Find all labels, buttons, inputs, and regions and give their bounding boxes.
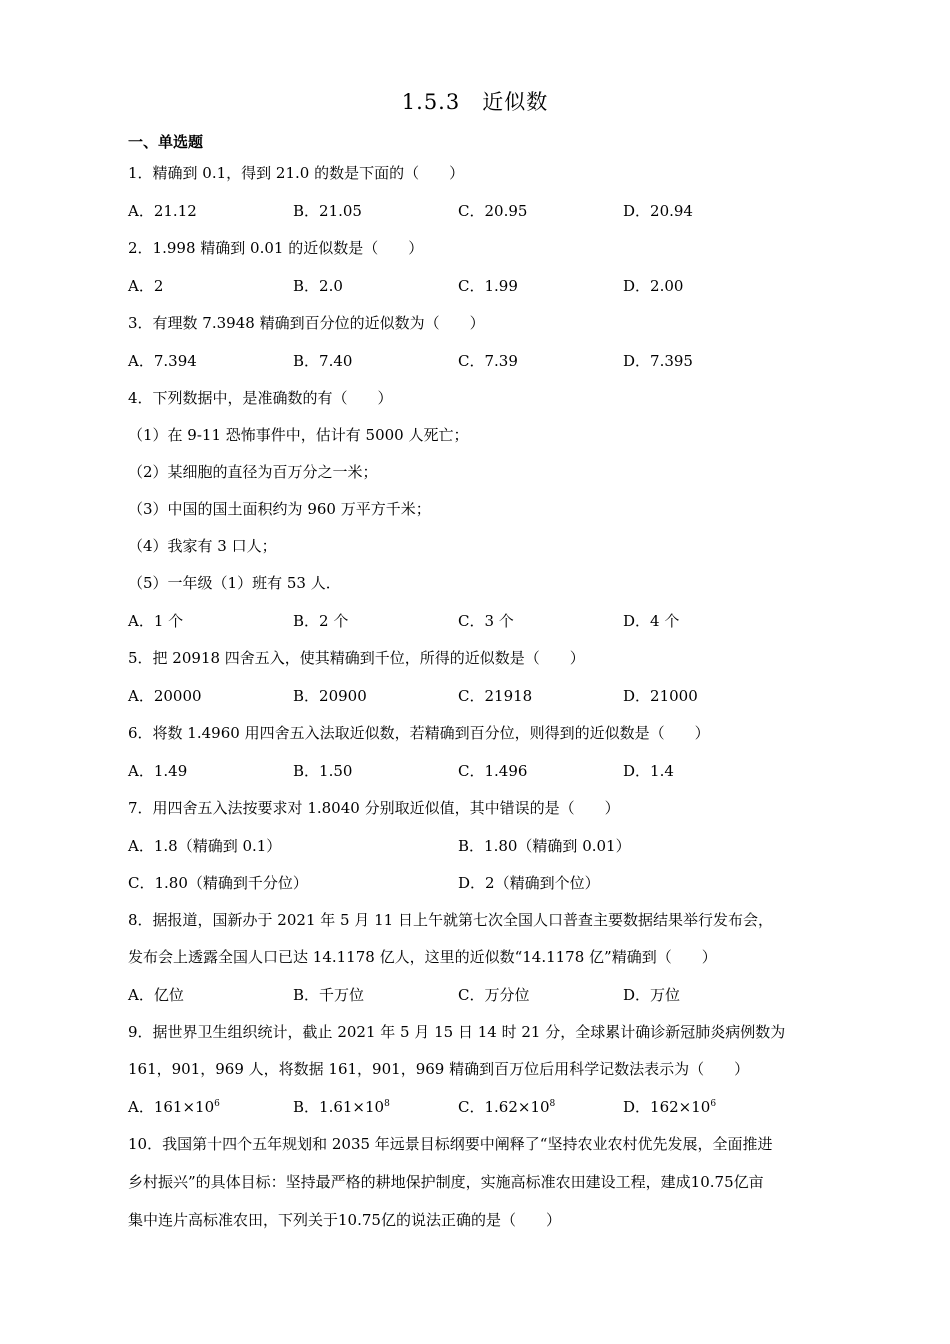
question-7-option-c: C．1.80（精确到千分位） <box>128 874 308 892</box>
question-6-option-b: B．1.50 <box>293 762 353 780</box>
question-5-option-b: B．20900 <box>293 687 367 705</box>
question-10-stem-line-2: 乡村振兴”的具体目标：坚持最严格的耕地保护制度，实施高标准农田建设工程，建成10.75亿亩 <box>128 1173 764 1191</box>
question-1-option-d: D．20.94 <box>623 202 693 220</box>
question-4-item-1: （1）在 9-11 恐怖事件中，估计有 5000 人死亡； <box>128 426 469 444</box>
option-base: C．1.62×10 <box>458 1098 550 1116</box>
question-5-option-a: A．20000 <box>128 687 202 705</box>
question-10-stem-line-3: 集中连片高标准农田，下列关于10.75亿的说法正确的是（ ） <box>128 1211 561 1229</box>
question-8-option-d: D．万位 <box>623 986 681 1004</box>
question-3-option-b: B．7.40 <box>293 352 353 370</box>
question-2-stem: 2．1.998 精确到 0.01 的近似数是（ ） <box>128 239 424 257</box>
option-base: A．161×10 <box>128 1098 215 1116</box>
question-9-stem-line-2: 161，901，969 人，将数据 161，901，969 精确到百万位后用科学记数法表示为（ ） <box>128 1060 750 1078</box>
question-6-option-a: A．1.49 <box>128 762 188 780</box>
question-3-option-c: C．7.39 <box>458 352 518 370</box>
question-9-option-d <box>623 1096 716 1117</box>
question-1-option-a: A．21.12 <box>128 202 197 220</box>
question-3-option-a: A．7.394 <box>128 352 197 370</box>
question-2-option-a: A．2 <box>128 277 164 295</box>
option-exponent: 6 <box>214 1099 220 1109</box>
question-1-stem: 1．精确到 0.1，得到 21.0 的数是下面的（ ） <box>128 164 465 182</box>
question-6-option-c: C．1.496 <box>458 762 528 780</box>
option-exponent: 6 <box>710 1099 717 1109</box>
question-4-option-c: C．3 个 <box>458 612 514 630</box>
question-4-item-3: （3）中国的国土面积约为 960 万平方千米； <box>128 500 431 518</box>
question-2-option-b: B．2.0 <box>293 277 343 295</box>
option-exponent: 8 <box>549 1099 556 1109</box>
question-3-stem: 3．有理数 7.3948 精确到百分位的近似数为（ ） <box>128 314 485 332</box>
question-10-stem-line-1: 10．我国第十四个五年规划和 2035 年远景目标纲要中阐释了“坚持农业农村优先发展，全面推进 <box>128 1135 773 1153</box>
question-7-option-d: D．2（精确到个位） <box>458 874 600 892</box>
section-heading: 一、单选题 <box>128 133 204 151</box>
question-2-option-d: D．2.00 <box>623 277 684 295</box>
question-6-stem: 6．将数 1.4960 用四舍五入法取近似数，若精确到百分位，则得到的近似数是（ ） <box>128 724 710 742</box>
question-4-option-d: D．4 个 <box>623 612 680 630</box>
question-4-stem: 4．下列数据中，是准确数的有（ ） <box>128 389 393 407</box>
option-base: D．162×10 <box>623 1098 711 1116</box>
question-4-option-b: B．2 个 <box>293 612 349 630</box>
question-7-option-b: B．1.80（精确到 0.01） <box>458 837 631 855</box>
question-8-option-a: A．亿位 <box>128 986 184 1004</box>
question-8-stem-line-2: 发布会上透露全国人口已达 14.1178 亿人，这里的近似数“14.1178 亿”精确到（ ） <box>128 948 717 966</box>
question-4-item-5: （5）一年级（1）班有 53 人． <box>128 574 341 592</box>
question-5-option-c: C．21918 <box>458 687 533 705</box>
question-4-item-2: （2）某细胞的直径为百万分之一米； <box>128 463 378 481</box>
question-8-option-c: C．万分位 <box>458 986 530 1004</box>
question-7-stem: 7．用四舍五入法按要求对 1.8040 分别取近似值，其中错误的是（ ） <box>128 799 620 817</box>
question-7-option-a: A．1.8（精确到 0.1） <box>128 837 282 855</box>
question-9-stem-line-1: 9．据世界卫生组织统计，截止 2021 年 5 月 15 日 14 时 21 分，全球累计确诊新冠肺炎病例数为 <box>128 1023 786 1041</box>
question-4-item-4: （4）我家有 3 口人； <box>128 537 277 555</box>
question-9-option-c <box>458 1096 555 1117</box>
page-title: 1.5.3 近似数 <box>401 90 549 114</box>
question-5-stem: 5．把 20918 四舍五入，使其精确到千位，所得的近似数是（ ） <box>128 649 585 667</box>
question-3-option-d: D．7.395 <box>623 352 693 370</box>
question-8-option-b: B．千万位 <box>293 986 365 1004</box>
question-6-option-d: D．1.4 <box>623 762 674 780</box>
question-8-stem-line-1: 8．据报道，国新办于 2021 年 5 月 11 日上午就第七次全国人口普查主要数据结果举行发布会， <box>128 911 773 929</box>
option-exponent: 8 <box>384 1099 390 1109</box>
option-base: B．1.61×10 <box>293 1098 385 1116</box>
question-2-option-c: C．1.99 <box>458 277 518 295</box>
question-5-option-d: D．21000 <box>623 687 698 705</box>
question-9-option-a <box>128 1096 220 1117</box>
question-1-option-c: C．20.95 <box>458 202 528 220</box>
question-1-option-b: B．21.05 <box>293 202 362 220</box>
question-9-option-b <box>293 1096 390 1117</box>
question-4-option-a: A．1 个 <box>128 612 184 630</box>
